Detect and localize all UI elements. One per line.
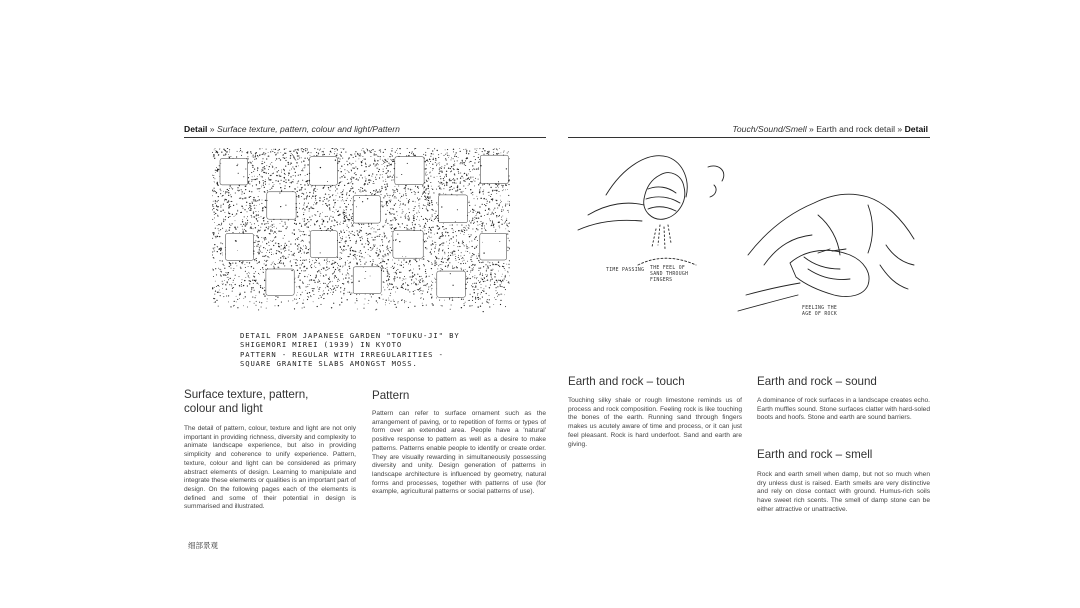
- touch-heading: Earth and rock – touch: [568, 375, 685, 388]
- granite-slab: [353, 267, 381, 294]
- granite-slab: [220, 159, 248, 185]
- sketch-hand-on-rock: [790, 250, 869, 296]
- label-feel-of-sand: THE FEEL OF SAND THROUGH FINGERS: [650, 266, 689, 283]
- pattern-heading: Pattern: [372, 389, 410, 402]
- right-page: [540, 0, 1080, 608]
- right-running-head-section: Detail: [904, 124, 928, 134]
- smell-body: Rock and earth smell when damp, but not so much when dry unless dust is raised. Earth smells are very distinctive and rely on close contact with ground. Humus-rich soils have sweet rich scents. The smell of damp stone can be either attractive or unattractive.: [757, 471, 930, 513]
- sound-heading: Earth and rock – sound: [757, 375, 877, 388]
- label-age-of-rock: FEELING THE AGE OF ROCK: [802, 306, 838, 317]
- sketch-fingers: [646, 187, 680, 211]
- granite-slab: [310, 231, 337, 258]
- pattern-sketch-caption: DETAIL FROM JAPANESE GARDEN "TOFUKU-JI" BY SHIGEMORI MIREI (1939) IN KYOTO PATTERN - REGULAR WITH IRREGULARITIES - SQUARE GRANITE SLABS AMONGST MOSS.: [240, 331, 460, 368]
- surface-texture-heading: [184, 388, 308, 416]
- granite-slab: [353, 196, 380, 224]
- left-running-head: [184, 124, 400, 135]
- granite-slab: [480, 233, 507, 260]
- sketch-fist: [644, 173, 685, 220]
- granite-slab: [226, 234, 254, 261]
- sketch-falling-sand: [652, 225, 671, 249]
- granite-slab: [393, 231, 423, 259]
- right-running-head-sep1: »: [809, 124, 814, 134]
- sketch-rock-arm: [738, 283, 800, 311]
- hands-sketch: [568, 145, 930, 370]
- right-running-head-middle: Earth and rock detail: [816, 124, 896, 134]
- right-running-head-sep2: »: [897, 124, 903, 134]
- footer-note: 细部景观: [188, 541, 218, 550]
- label-time-passing: TIME PASSING: [606, 268, 645, 273]
- sketch-arm: [578, 203, 644, 230]
- granite-slab: [310, 157, 338, 186]
- pattern-sketch-drawing: [212, 148, 510, 330]
- sketch-rock-texture: [880, 245, 914, 289]
- granite-slab: [395, 157, 424, 185]
- pattern-sketch: [212, 148, 510, 330]
- left-running-head-section: Detail: [184, 124, 208, 134]
- pattern-body: Pattern can refer to surface ornament such as the arrangement of paving, or to repetition of forms or types of form over an extended area. People have a 'natural' positive response to pattern as well as a desire to make patterns. Patterns enable people to identify or create order. They are visually rewarding in simultaneously possessing diversity and unity. Design generation of patterns in landscape architecture is influenced by geometry, natural forms and processes, together with patterns of use (for example, agricultural patterns or social patterns of use).: [372, 410, 546, 496]
- sketch-ground-marks: [708, 166, 724, 197]
- left-running-head-separator: »: [209, 124, 215, 134]
- hands-sketch-drawing: [568, 145, 930, 370]
- granite-slab: [480, 155, 508, 183]
- granite-slab: [437, 271, 466, 297]
- surface-texture-body: The detail of pattern, colour, texture and light are not only important in providing richness, diversity and complexity to animate landscape experience, but also in providing simplicity and coherence to unify experience. Pattern, texture, colour and light can be considered as primary abstract elements of design. Learning to manipulate and integrate these elements or qualities is an important part of design. On the following pages each of the elements is defined and some of their potential in design is summarised and illustrated.: [184, 425, 356, 511]
- granite-slab: [438, 195, 467, 223]
- right-running-head-trail: Touch/Sound/Smell: [732, 124, 807, 134]
- touch-body: Touching silky shale or rough limestone reminds us of process and rock composition. Feeling rock is like touching the bones of the earth. Running sand through fingers makes us acutely aware of time and process, or it can just feel pleasant. Rock is hard underfoot. Sand and earth are giving.: [568, 397, 742, 448]
- surface-texture-heading-line1: Surface texture, pattern,: [184, 388, 309, 401]
- surface-texture-heading-line2: colour and light: [184, 402, 263, 415]
- left-header-rule: [184, 137, 546, 138]
- right-running-head: [732, 124, 928, 135]
- sketch-rock-cracks: [764, 205, 873, 265]
- granite-slab: [267, 192, 296, 219]
- sketch-sand-pile: [638, 258, 696, 265]
- smell-heading: Earth and rock – smell: [757, 448, 873, 461]
- sound-body: A dominance of rock surfaces in a landscape creates echo. Earth muffles sound. Stone surfaces clatter with hard-soled boots and hoofs. Stone and earth are sound barriers.: [757, 397, 930, 422]
- left-running-head-subtitle: Surface texture, pattern, colour and light/Pattern: [216, 124, 400, 134]
- sketch-rock-fingers: [804, 249, 850, 280]
- right-header-rule: [568, 137, 930, 138]
- granite-slab: [266, 269, 294, 295]
- sketch-rock-outline: [748, 194, 914, 255]
